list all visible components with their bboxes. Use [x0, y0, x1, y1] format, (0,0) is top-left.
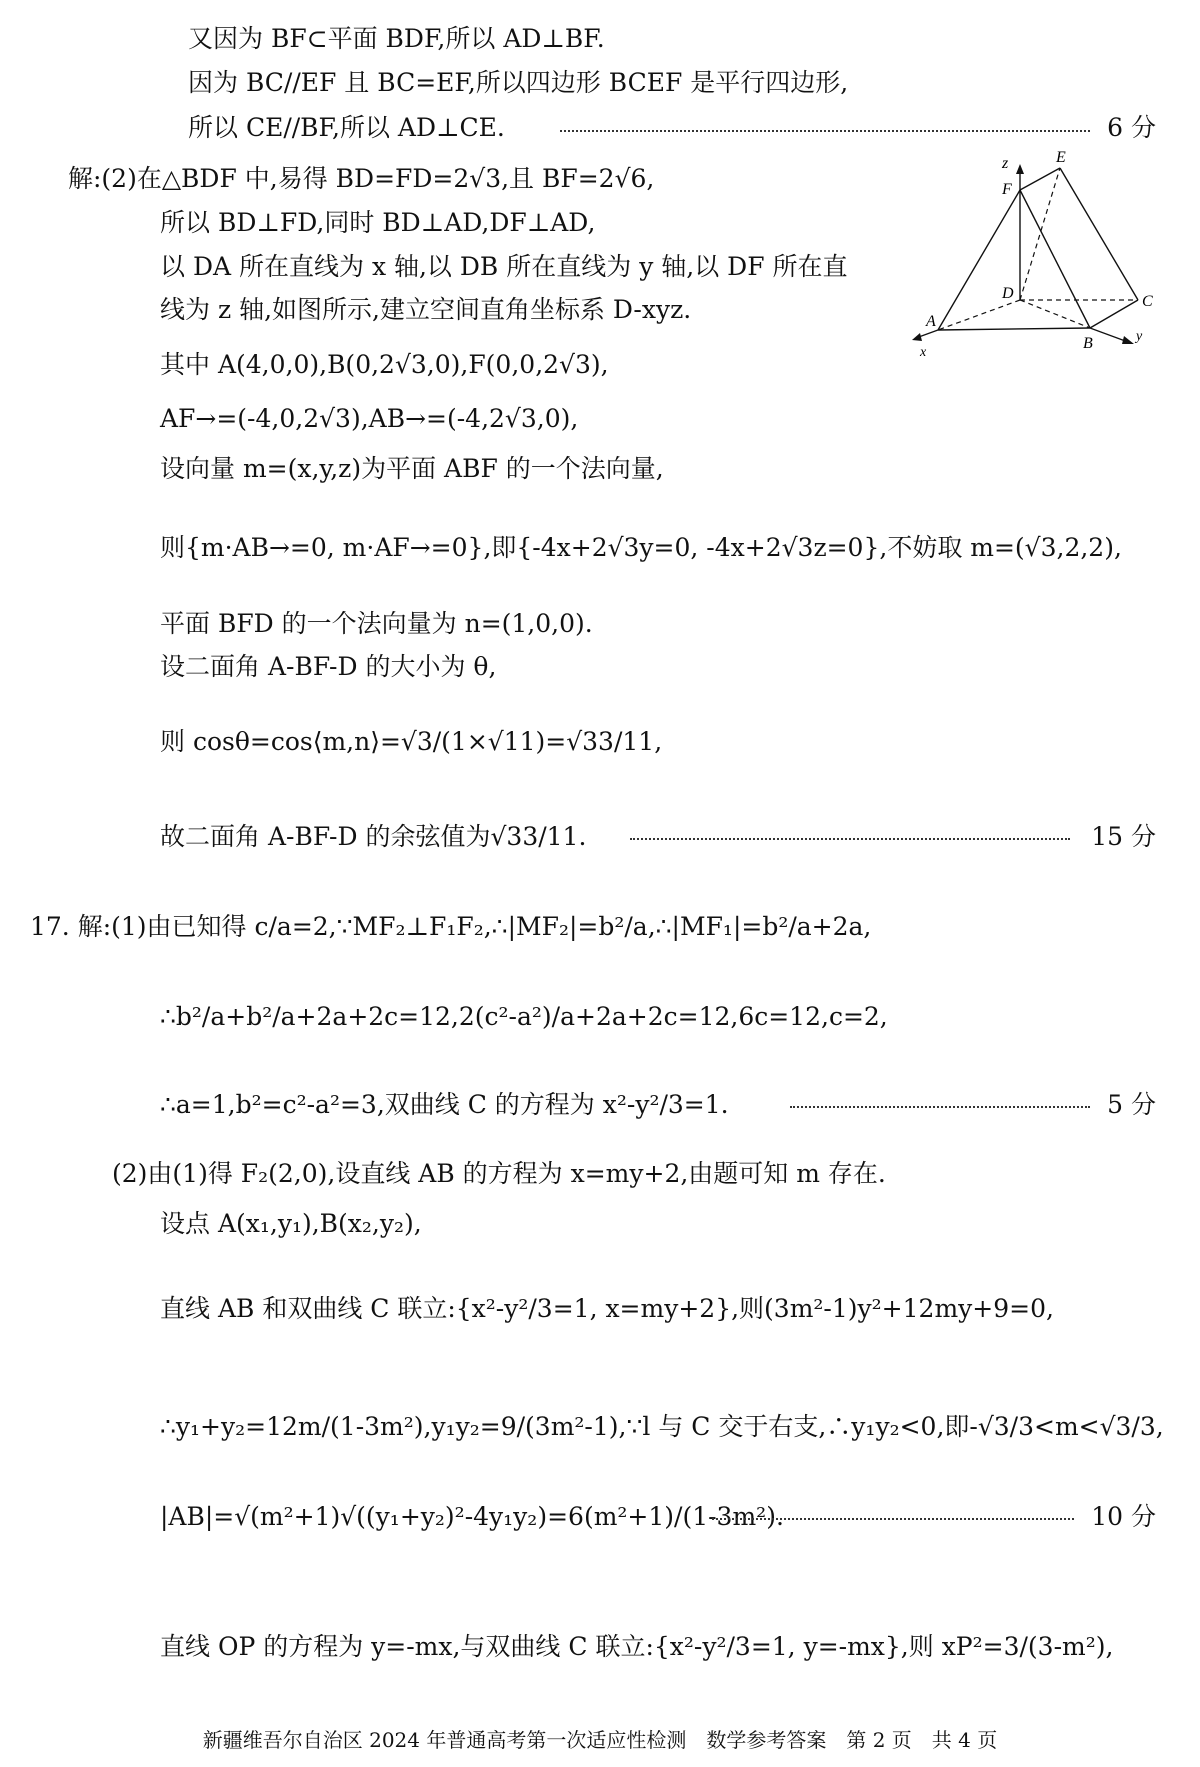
dotted-leader [560, 130, 1090, 132]
label-z: z [1002, 155, 1009, 172]
edge-EC [1060, 168, 1138, 300]
edge-AF [938, 190, 1020, 330]
label-A: A [926, 313, 936, 330]
y-axis [1090, 328, 1128, 342]
dotted-leader [630, 838, 1070, 840]
label-D: D [1002, 285, 1014, 302]
label-E: E [1056, 150, 1066, 166]
text-line: 平面 BFD 的一个法向量为 n=(1,0,0). [160, 609, 593, 638]
edge-AB [938, 328, 1090, 330]
edge-DA [938, 300, 1020, 330]
z-arrow [1016, 164, 1024, 174]
page-footer: 新疆维吾尔自治区 2024 年普通高考第一次适应性检测 数学参考答案 第 2 页 共 4 页 [202, 1728, 998, 1752]
text-line: 故二面角 A-BF-D 的余弦值为√33/11. [160, 822, 587, 851]
dotted-leader [790, 1106, 1090, 1108]
text-line: 直线 OP 的方程为 y=-mx,与双曲线 C 联立:{x²-y²/3=1, y=-mx},则 xP²=3/(3-m²), [160, 1632, 1114, 1661]
text-line: 所以 BD⊥FD,同时 BD⊥AD,DF⊥AD, [160, 208, 596, 237]
label-x: x [920, 345, 927, 360]
text-line: 则{m·AB→=0, m·AF→=0},即{-4x+2√3y=0, -4x+2√3z=0},不妨取 m=(√3,2,2), [160, 533, 1122, 562]
x-arrow [912, 333, 922, 341]
score-label: 6 分 [1107, 113, 1156, 142]
text-line: 设向量 m=(x,y,z)为平面 ABF 的一个法向量, [160, 454, 664, 483]
label-C: C [1142, 293, 1153, 310]
text-line: 其中 A(4,0,0),B(0,2√3,0),F(0,0,2√3), [160, 350, 609, 379]
text-line: 以 DA 所在直线为 x 轴,以 DB 所在直线为 y 轴,以 DF 所在直 [160, 252, 848, 281]
text-line: 又因为 BF⊂平面 BDF,所以 AD⊥BF. [188, 24, 605, 53]
edge-FB [1020, 190, 1090, 328]
score-label: 15 分 [1091, 822, 1156, 851]
text-line: ∴a=1,b²=c²-a²=3,双曲线 C 的方程为 x²-y²/3=1. [160, 1090, 729, 1119]
label-F: F [1002, 181, 1012, 198]
label-y: y [1136, 329, 1143, 344]
text-line: |AB|=√(m²+1)√((y₁+y₂)²-4y₁y₂)=6(m²+1)/(1-3m²). [160, 1502, 784, 1531]
text-line: (2)由(1)得 F₂(2,0),设直线 AB 的方程为 x=my+2,由题可知 m 存在. [112, 1159, 886, 1188]
text-line: 所以 CE//BF,所以 AD⊥CE. [188, 113, 505, 142]
text-line: 设点 A(x₁,y₁),B(x₂,y₂), [160, 1209, 422, 1238]
text-line: 直线 AB 和双曲线 C 联立:{x²-y²/3=1, x=my+2},则(3m²-1)y²+12my+9=0, [160, 1294, 1054, 1323]
edge-DE [1020, 168, 1060, 300]
geometry-figure [898, 150, 1158, 360]
text-line: AF→=(-4,0,2√3),AB→=(-4,2√3,0), [160, 404, 579, 433]
edge-BC [1090, 300, 1138, 328]
text-line: ∴y₁+y₂=12m/(1-3m²),y₁y₂=9/(3m²-1),∵l 与 C 交于右支,∴y₁y₂<0,即-√3/3<m<√3/3, [160, 1412, 1164, 1441]
text-line: 设二面角 A-BF-D 的大小为 θ, [160, 652, 497, 681]
text-line: 因为 BC//EF 且 BC=EF,所以四边形 BCEF 是平行四边形, [188, 68, 849, 97]
text-line: ∴b²/a+b²/a+2a+2c=12,2(c²-a²)/a+2a+2c=12,6c=12,c=2, [160, 1002, 888, 1031]
text-line: 17. 解:(1)由已知得 c/a=2,∵MF₂⊥F₁F₂,∴|MF₂|=b²/a,∴|MF₁|=b²/a+2a, [30, 912, 872, 941]
score-label: 10 分 [1091, 1502, 1156, 1531]
score-label: 5 分 [1107, 1090, 1156, 1119]
edge-DB [1020, 300, 1090, 328]
y-arrow [1122, 336, 1134, 344]
text-line: 则 cosθ=cos⟨m,n⟩=√3/(1×√11)=√33/11, [160, 727, 663, 756]
text-line: 线为 z 轴,如图所示,建立空间直角坐标系 D-xyz. [160, 295, 692, 324]
text-line: 解:(2)在△BDF 中,易得 BD=FD=2√3,且 BF=2√6, [68, 164, 655, 193]
label-B: B [1083, 335, 1093, 352]
dotted-leader [712, 1518, 1074, 1520]
